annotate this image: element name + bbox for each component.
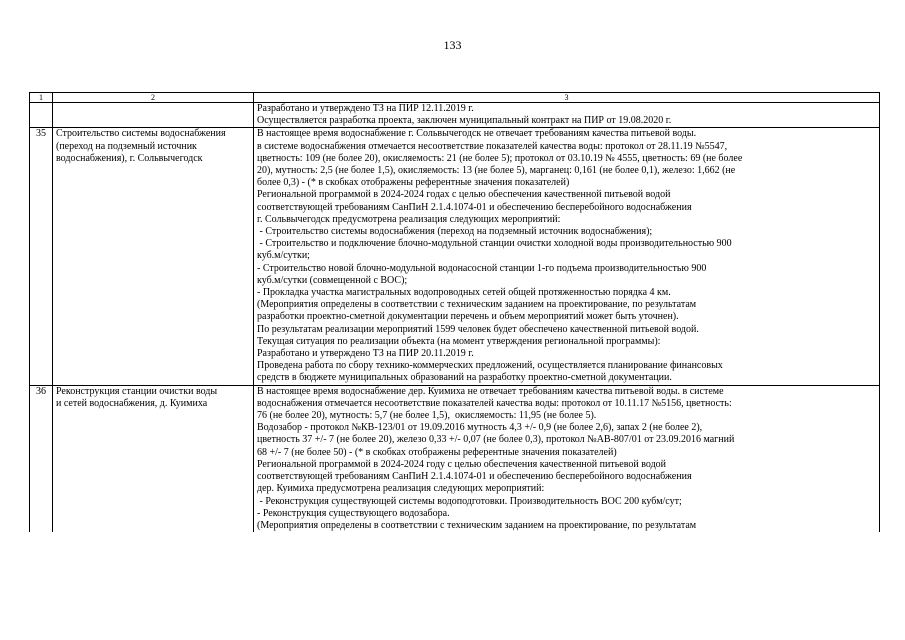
description-line: разработки проектно-сметной документации перечень и объем мероприятий может быть уточнен). (257, 311, 679, 323)
header-col-1: 1 (30, 93, 53, 103)
description-line: 68 +/- 7 (не более 50) - (* в скобках отображены референтные значения показателей) (257, 446, 617, 458)
description-line: Разработано и утверждено ТЗ на ПИР 20.11.2019 г. (257, 348, 474, 360)
description-line: соответствующей требованиям СанПиН 2.1.4.1074-01 и обеспечению бесперебойного водоснабжения (257, 471, 692, 483)
description-line: цветность: 109 (не более 20), окисляемость: 21 (не более 5); протокол от 03.10.19 № 4555, цветность: 69 (не более (257, 152, 743, 164)
project-name-line: (переход на подземный источник (56, 140, 197, 152)
description-line: Региональной программой в 2024-2024 году с целью обеспечения качественной питьевой водой (257, 458, 667, 470)
description-line: В настоящее время водоснабжение г. Сольвычегодск не отвечает требованиям качества питьевой воды. (257, 128, 697, 140)
project-name-cell (53, 128, 254, 385)
table-header-row (30, 93, 880, 103)
header-col-3: 3 (254, 93, 880, 103)
description-line: (Мероприятия определены в соответствии с техническим заданием на проектирование, по результатам (257, 299, 697, 311)
project-description-cell (254, 385, 880, 532)
project-name-cell (53, 385, 254, 532)
description-line: - Реконструкция существующего водозабора. (257, 507, 450, 519)
project-name-line: и сетей водоснабжения, д. Куимиха (56, 397, 208, 409)
project-name-line: Строительство системы водоснабжения (56, 128, 226, 140)
continuation-num-cell (30, 103, 53, 128)
description-line: (Мероприятия определены в соответствии с техническим заданием на проектирование, по результатам (257, 519, 697, 531)
continuation-desc-cell (254, 103, 880, 128)
continuation-line: Разработано и утверждено ТЗ на ПИР 12.11.2019 г. (257, 103, 474, 114)
description-line: - Строительство и подключение блочно-модульной станции очистки холодной воды производительностью 900 (257, 238, 732, 250)
header-col-2: 2 (53, 93, 254, 103)
table-row-35 (30, 128, 880, 385)
description-line: Региональной программой в 2024-2024 годах с целью обеспечения качественной питьевой водой (257, 189, 671, 201)
description-line: - Прокладка участка магистральных водопроводных сетей общей протяженностью порядка 4 км. (257, 287, 671, 299)
description-line: водоснабжения отмечается несоответствие показателей качества воды: протокол от 10.11.17 №5156, цветность: (257, 397, 732, 409)
description-line: куб.м/сутки (совмещенной с ВОС); (257, 274, 408, 286)
project-description-cell (254, 128, 880, 385)
row-number: 35 (30, 128, 53, 385)
description-line: г. Сольвычегодск предусмотрена реализация следующих мероприятий: (257, 213, 561, 225)
description-line: - Строительство новой блочно-модульной водонасосной станции 1-го подъема производительностью 900 (257, 262, 707, 274)
description-line: В настоящее время водоснабжение дер. Куимиха не отвечает требованиям качества питьевой воды. в системе (257, 385, 724, 397)
continuation-name-cell (53, 103, 254, 128)
page-number: 133 (443, 38, 462, 52)
description-line: - Строительство системы водоснабжения (переход на подземный источник водоснабжения); (257, 226, 653, 238)
project-name-line: Реконструкция станции очистки воды (56, 385, 218, 397)
description-line: в системе водоснабжения отмечается несоответствие показателей качества воды: протокол от 28.11.19 №5547, (257, 140, 728, 152)
continuation-row (30, 103, 880, 128)
description-line: дер. Куимиха предусмотрена реализация следующих мероприятий: (257, 483, 545, 495)
continuation-line: Осуществляется разработка проекта, заключен муниципальный контракт на ПИР от 19.08.2020 г. (257, 115, 672, 127)
description-line: средств в бюджете муниципальных образований на разработку проектно-сметной документации. (257, 372, 672, 384)
description-line: более 0,3) - (* в скобках отображены референтные значения показателей) (257, 177, 570, 189)
description-line: 76 (не более 20), мутность: 5,7 (не более 1,5), окисляемость: 11,95 (не более 5). (257, 410, 597, 422)
row-number: 36 (30, 385, 53, 532)
description-line: соответствующей требованиям СанПиН 2.1.4.1074-01 и обеспечению бесперебойного водоснабжения (257, 201, 692, 213)
project-name-line: водоснабжения), г. Сольвычегодск (56, 152, 203, 164)
description-line: цветность 37 +/- 7 (не более 20), железо 0,33 +/- 0,07 (не более 0,3), протокол №АВ-807/01 от 23.09.2016 магний (257, 434, 735, 446)
description-line: куб.м/сутки; (257, 250, 310, 262)
program-table (29, 92, 880, 532)
table-row-36 (30, 385, 880, 532)
description-line: 20), мутность: 2,5 (не более 1,5), окисляемость: 13 (не более 5), марганец: 0,161 (не более 0,1), железо: 1,662 (не (257, 165, 736, 177)
description-line: По результатам реализации мероприятий 1599 человек будет обеспечено качественной питьевой водой. (257, 323, 699, 335)
description-line: Текущая ситуация по реализации объекта (на момент утверждения региональной программы): (257, 335, 661, 347)
description-line: Проведена работа по сбору технико-коммерческих предложений, осуществляется планирование финансовых (257, 360, 723, 372)
description-line: Водозабор - протокол №КВ-123/01 от 19.09.2016 мутность 4,3 +/- 0,9 (не более 2,6), запах 2 (не более 2), (257, 422, 703, 434)
description-line: - Реконструкция существующей системы водоподготовки. Производительность ВОС 200 кубм/сут; (257, 495, 682, 507)
